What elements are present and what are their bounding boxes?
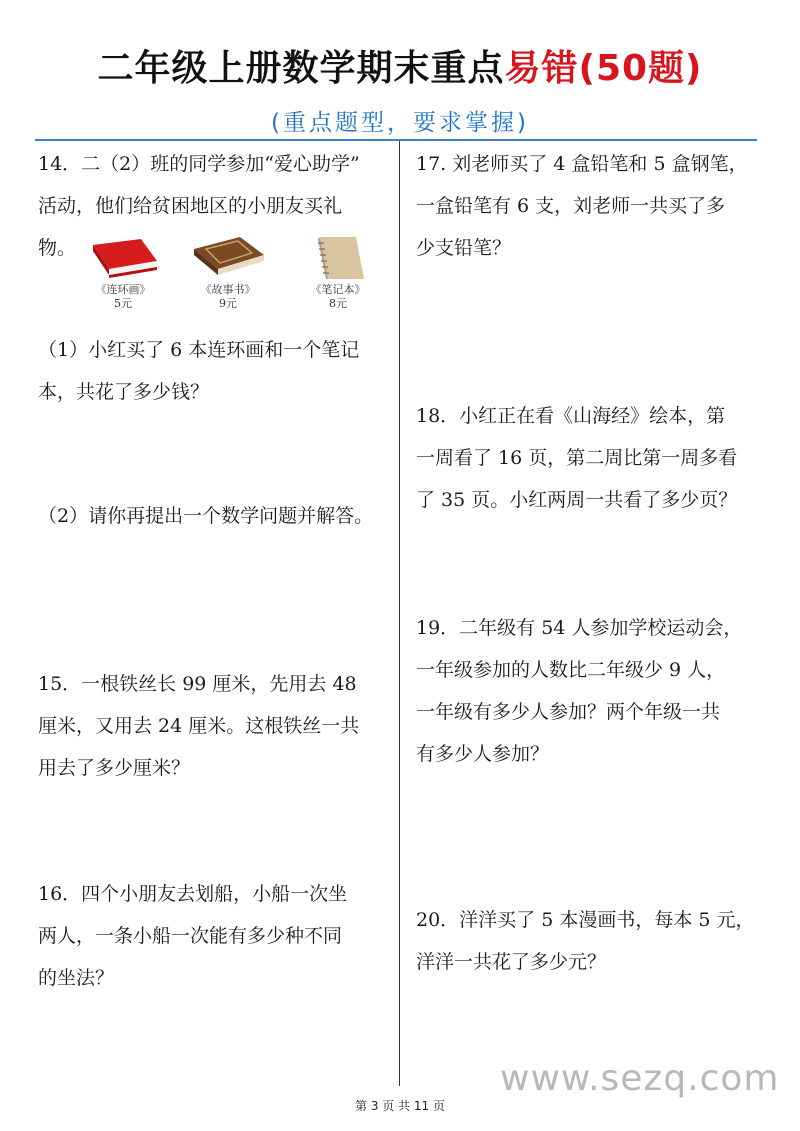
page-number: 第 3 页 共 11 页 — [355, 1099, 445, 1113]
question-20-line-1: 20．洋洋买了 5 本漫画书，每本 5 元， — [416, 909, 755, 931]
question-20-line-2: 洋洋一共花了多少元？ — [416, 951, 607, 973]
header-divider — [35, 139, 757, 141]
watermark: www.sezq.com — [500, 1058, 780, 1099]
book-item-notebook — [293, 235, 383, 310]
page-title — [0, 40, 800, 91]
question-14-2: （2）请你再提出一个数学问题并解答。 — [38, 505, 374, 527]
title-accent: 易错(50题) — [504, 48, 703, 89]
book-item-story — [183, 235, 273, 310]
question-17-line-2: 一盒铅笔有 6 支，刘老师一共买了多 — [416, 195, 726, 217]
question-15-line-1: 15．一根铁丝长 99 厘米，先用去 48 — [38, 673, 357, 695]
question-14-line-3: 物。 — [38, 237, 77, 259]
book-item-comic — [78, 235, 168, 310]
question-14-line-2: 活动，他们给贫困地区的小朋友买礼 — [38, 195, 343, 217]
book-price: 9元 — [219, 297, 237, 310]
question-14-line-1: 14．二（2）班的同学参加“爱心助学” — [38, 153, 360, 175]
question-18-line-1: 18．小红正在看《山海经》绘本，第 — [416, 405, 726, 427]
book-name: 《笔记本》 — [310, 283, 366, 296]
question-16-line-1: 16．四个小朋友去划船，小船一次坐 — [38, 883, 348, 905]
page-subtitle: (重点题型，要求掌握) — [271, 110, 529, 136]
column-divider — [399, 141, 400, 1086]
question-16-line-2: 两人，一条小船一次能有多少种不同 — [38, 925, 343, 947]
question-17-line-3: 少支铅笔？ — [416, 237, 512, 259]
book-name: 《故事书》 — [200, 283, 256, 296]
book-price: 8元 — [329, 297, 347, 310]
question-15-line-3: 用去了多少厘米？ — [38, 757, 191, 779]
question-18-line-3: 了 35 页。小红两周一共看了多少页？ — [416, 489, 738, 511]
question-14-1-line-1: （1）小红买了 6 本连环画和一个笔记 — [38, 339, 360, 361]
question-19-line-1: 19．二年级有 54 人参加学校运动会， — [416, 617, 743, 639]
book-price-list — [78, 235, 378, 330]
question-18-line-2: 一周看了 16 页，第二周比第一周多看 — [416, 447, 738, 469]
question-17-line-1: 17. 刘老师买了 4 盒铅笔和 5 盒钢笔， — [416, 153, 748, 175]
question-14-1-line-2: 本，共花了多少钱？ — [38, 381, 210, 403]
question-19-line-4: 有多少人参加？ — [416, 743, 550, 765]
book-price: 5元 — [114, 297, 132, 310]
red-book-icon — [87, 235, 159, 281]
notebook-icon — [308, 235, 368, 281]
question-19-line-3: 一年级有多少人参加？两个年级一共 — [416, 701, 721, 723]
question-19-line-2: 一年级参加的人数比二年级少 9 人， — [416, 659, 726, 681]
question-16-line-3: 的坐法？ — [38, 967, 115, 989]
question-15-line-2: 厘米，又用去 24 厘米。这根铁丝一共 — [38, 715, 360, 737]
brown-book-icon — [190, 235, 266, 281]
title-main: 二年级上册数学期末重点 — [97, 48, 505, 89]
book-name: 《连环画》 — [95, 283, 151, 296]
